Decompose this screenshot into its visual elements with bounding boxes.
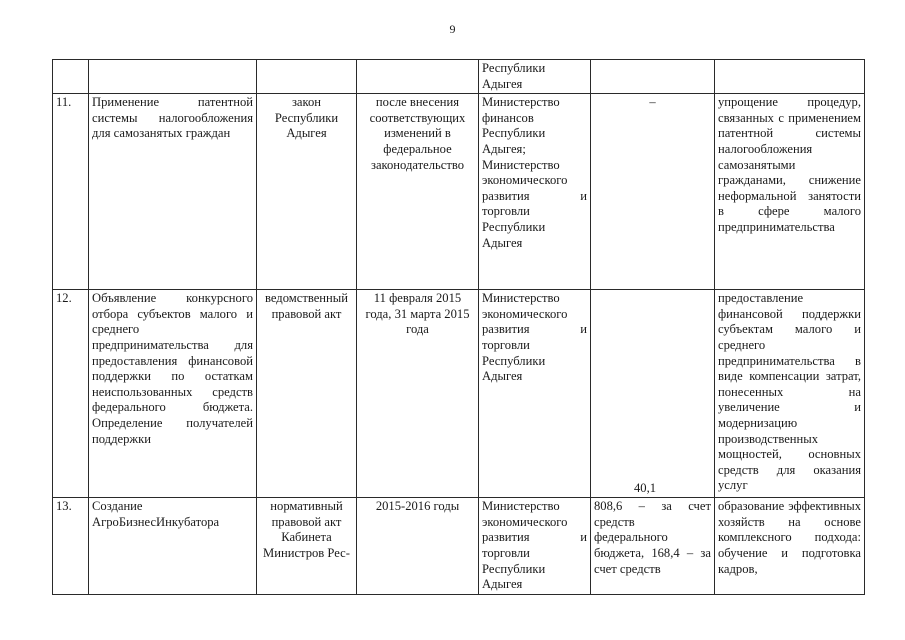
expected-result: образование эффективных хозяйств на основе комплексного подхода: обучение и подготовка кадров, [715, 498, 865, 595]
act-form: ведомственный правовой акт [257, 290, 357, 498]
responsible-org: Министерство финансов Республики Адыгея; Министерство экономического развития и торговли Республики Адыгея [479, 94, 591, 290]
measure-name: Объявление конкурсного отбора субъектов малого и среднего предпринимательства для предоставления финансовой поддержки по остаткам неиспользованных средств федерального бюджета. Определение получателей поддержки [89, 290, 257, 498]
responsible-org: Министерство экономического развития и торговли Республики Адыгея [479, 498, 591, 595]
funding: 808,6 – за счет средств федерального бюджета, 168,4 – за счет средств [591, 498, 715, 595]
row-number: 13. [53, 498, 89, 595]
expected-result: упрощение процедур, связанных с применением патентной системы налогообложения самозанятыми гражданами, снижение неформальной занятости в сфере малого предпринимательства [715, 94, 865, 290]
responsible-org: Министерство экономического развития и торговли Республики Адыгея [479, 290, 591, 498]
table-row [53, 94, 865, 290]
term: 2015-2016 годы [357, 498, 479, 595]
page-number: 9 [449, 22, 456, 36]
term: 11 февраля 2015 года, 31 марта 2015 года [357, 290, 479, 498]
measure-name: Создание АгроБизнесИнкубатора [89, 498, 257, 595]
table-row [53, 60, 865, 94]
term [357, 60, 479, 94]
expected-result: предоставление финансовой поддержки субъектам малого и среднего предпринимательства в виде компенсации затрат, понесенных на увеличение и модернизацию производственных мощностей, основных средств для оказания услуг [715, 290, 865, 498]
funding [591, 60, 715, 94]
expected-result [715, 60, 865, 94]
act-form: закон Республики Адыгея [257, 94, 357, 290]
term: после внесения соответствующих изменений в федеральное законодательство [357, 94, 479, 290]
row-number: 12. [53, 290, 89, 498]
table-row [53, 498, 865, 595]
responsible-org: Республики Адыгея [479, 60, 591, 94]
funding: – [591, 94, 715, 290]
act-form: нормативный правовой акт Кабинета Министров Рес- [257, 498, 357, 595]
funding: 40,1 [591, 290, 715, 498]
act-form [257, 60, 357, 94]
measure-name [89, 60, 257, 94]
row-number [53, 60, 89, 94]
table-row [53, 290, 865, 498]
row-number: 11. [53, 94, 89, 290]
measures-table [52, 59, 865, 595]
measure-name: Применение патентной системы налогообложения для самозанятых граждан [89, 94, 257, 290]
